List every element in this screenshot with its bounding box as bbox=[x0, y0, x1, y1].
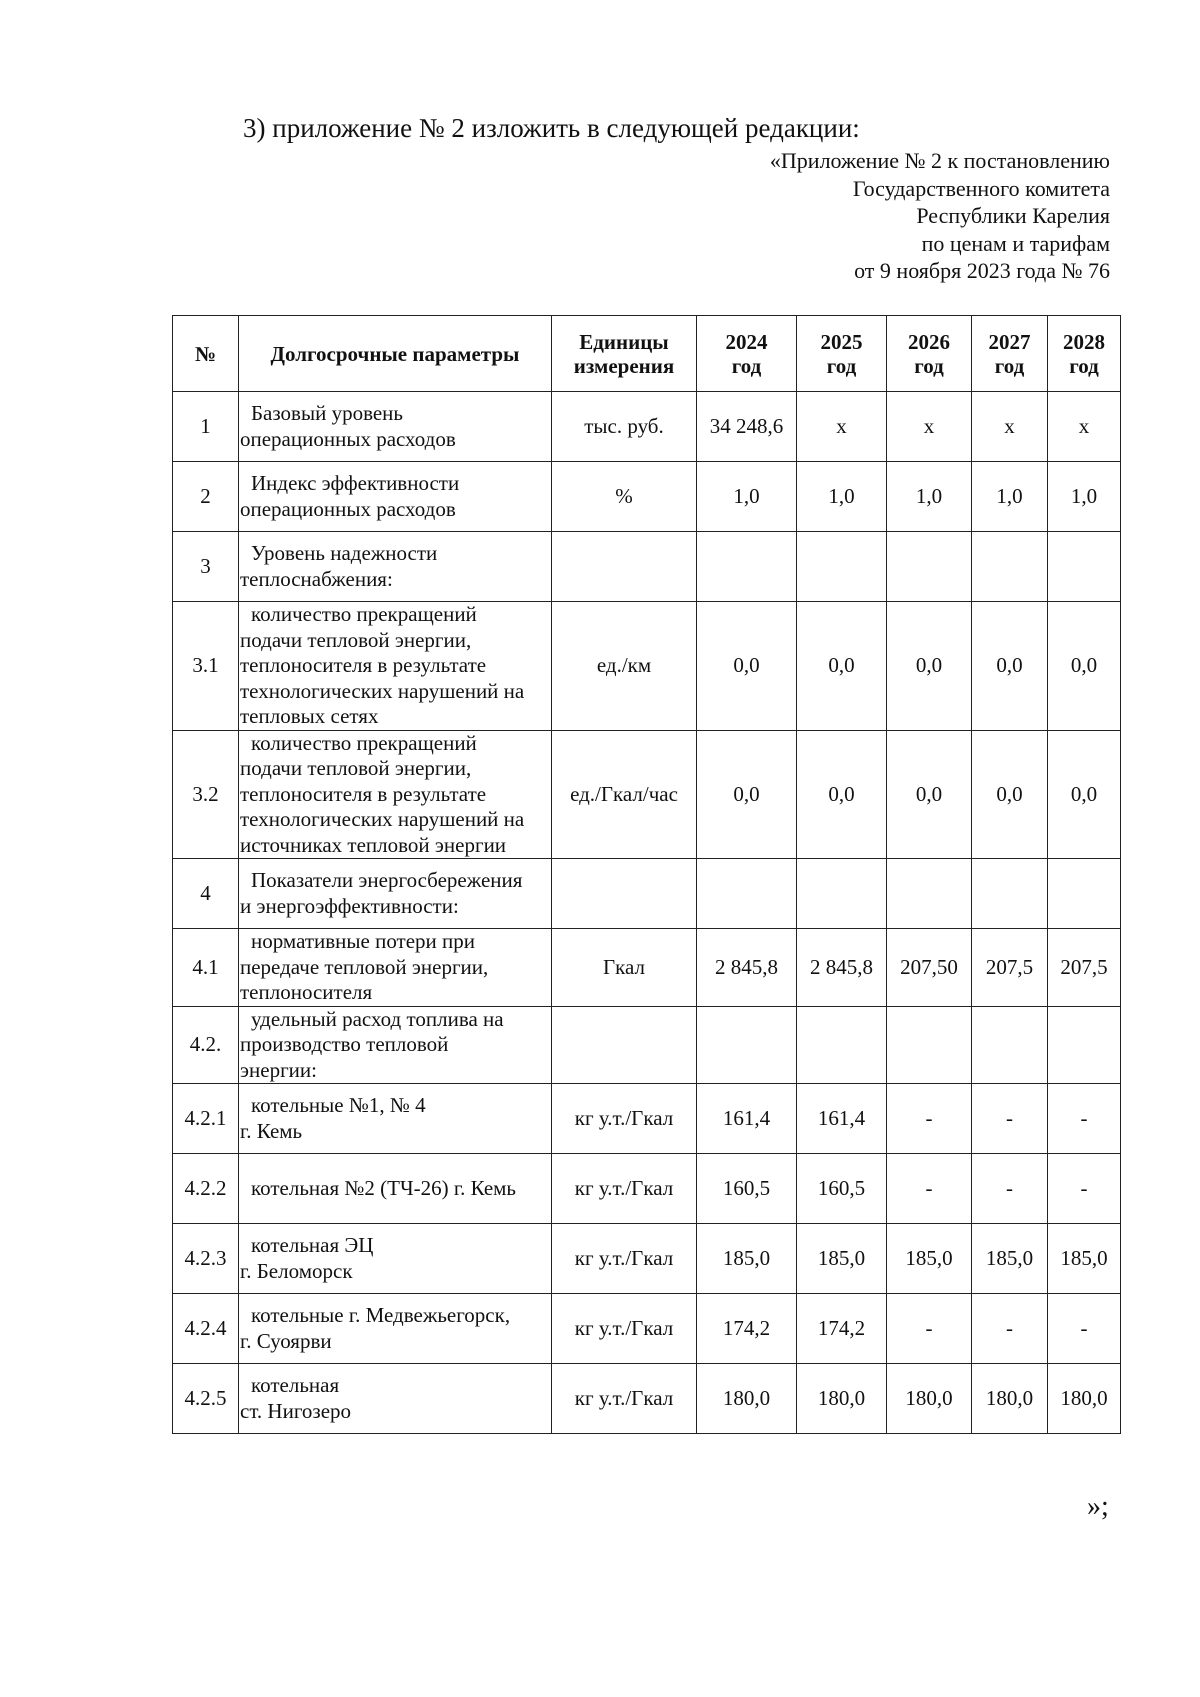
unit-cell: кг у.т./Гкал bbox=[552, 1224, 697, 1294]
value-2028-cell: - bbox=[1048, 1154, 1121, 1224]
value-2025-cell: 0,0 bbox=[797, 602, 887, 731]
row-number-cell: 2 bbox=[173, 462, 239, 532]
unit-cell: кг у.т./Гкал bbox=[552, 1154, 697, 1224]
value-2028-cell bbox=[1048, 1006, 1121, 1084]
row-number-cell: 1 bbox=[173, 392, 239, 462]
value-2025-cell: 174,2 bbox=[797, 1294, 887, 1364]
value-2027-cell: 0,0 bbox=[972, 602, 1048, 731]
row-number-cell: 4.2.4 bbox=[173, 1294, 239, 1364]
value-2028-cell: 207,5 bbox=[1048, 929, 1121, 1007]
unit-cell: кг у.т./Гкал bbox=[552, 1084, 697, 1154]
table-row bbox=[173, 929, 1121, 1007]
header-2024: 2024 год bbox=[697, 316, 797, 392]
attachment-header-line: от 9 ноября 2023 года № 76 bbox=[854, 258, 1110, 283]
value-2025-cell: 2 845,8 bbox=[797, 929, 887, 1007]
value-2024-cell: 174,2 bbox=[697, 1294, 797, 1364]
value-2026-cell: - bbox=[887, 1084, 972, 1154]
value-2026-cell: 180,0 bbox=[887, 1364, 972, 1434]
parameter-cell: нормативные потери при передаче тепловой энергии, теплоносителя bbox=[239, 929, 552, 1007]
unit-cell: ед./Гкал/час bbox=[552, 730, 697, 859]
row-number-cell: 4.2.3 bbox=[173, 1224, 239, 1294]
value-2027-cell bbox=[972, 859, 1048, 929]
value-2025-cell: 161,4 bbox=[797, 1084, 887, 1154]
table-row bbox=[173, 602, 1121, 731]
table-row bbox=[173, 462, 1121, 532]
value-2024-cell: 185,0 bbox=[697, 1224, 797, 1294]
value-2026-cell bbox=[887, 532, 972, 602]
closing-quote: »; bbox=[1087, 1491, 1109, 1522]
value-2026-cell: 0,0 bbox=[887, 602, 972, 731]
value-2026-cell: 0,0 bbox=[887, 730, 972, 859]
row-number-cell: 4.2.5 bbox=[173, 1364, 239, 1434]
header-2028: 2028 год bbox=[1048, 316, 1121, 392]
value-2026-cell: х bbox=[887, 392, 972, 462]
parameter-cell: котельная ЭЦ г. Беломорск bbox=[239, 1224, 552, 1294]
attachment-header-line: по ценам и тарифам bbox=[921, 230, 1110, 256]
table-row bbox=[173, 532, 1121, 602]
unit-cell bbox=[552, 1006, 697, 1084]
value-2025-cell bbox=[797, 859, 887, 929]
value-2027-cell bbox=[972, 1006, 1048, 1084]
unit-cell: % bbox=[552, 462, 697, 532]
value-2025-cell: 1,0 bbox=[797, 462, 887, 532]
header-units: Единицы измерения bbox=[552, 316, 697, 392]
table-body bbox=[173, 392, 1121, 1434]
value-2025-cell: 160,5 bbox=[797, 1154, 887, 1224]
parameter-cell: котельные №1, № 4 г. Кемь bbox=[239, 1084, 552, 1154]
value-2028-cell: - bbox=[1048, 1294, 1121, 1364]
value-2024-cell: 2 845,8 bbox=[697, 929, 797, 1007]
value-2028-cell: 185,0 bbox=[1048, 1224, 1121, 1294]
table-row bbox=[173, 1364, 1121, 1434]
table-row bbox=[173, 1084, 1121, 1154]
value-2024-cell: 34 248,6 bbox=[697, 392, 797, 462]
parameter-cell: удельный расход топлива на производство тепловой энергии: bbox=[239, 1006, 552, 1084]
parameter-cell: количество прекращений подачи тепловой энергии, теплоносителя в результате технологических нарушений на тепловых сетях bbox=[239, 602, 552, 731]
value-2027-cell: - bbox=[972, 1154, 1048, 1224]
value-2025-cell bbox=[797, 1006, 887, 1084]
value-2024-cell: 160,5 bbox=[697, 1154, 797, 1224]
attachment-header-line: «Приложение № 2 к постановлению bbox=[769, 148, 1110, 173]
table-header-row bbox=[173, 316, 1121, 392]
value-2025-cell bbox=[797, 532, 887, 602]
header-parameters: Долгосрочные параметры bbox=[239, 316, 552, 392]
table-row bbox=[173, 392, 1121, 462]
value-2028-cell: 1,0 bbox=[1048, 462, 1121, 532]
value-2027-cell: 0,0 bbox=[972, 730, 1048, 859]
table-header bbox=[173, 316, 1121, 392]
value-2024-cell bbox=[697, 532, 797, 602]
parameter-cell: котельная №2 (ТЧ-26) г. Кемь bbox=[239, 1154, 552, 1224]
table-row bbox=[173, 1006, 1121, 1084]
value-2027-cell bbox=[972, 532, 1048, 602]
value-2026-cell bbox=[887, 1006, 972, 1084]
table-row bbox=[173, 1154, 1121, 1224]
row-number-cell: 4.1 bbox=[173, 929, 239, 1007]
value-2026-cell: - bbox=[887, 1294, 972, 1364]
table-row bbox=[173, 730, 1121, 859]
table-row bbox=[173, 1224, 1121, 1294]
value-2027-cell: - bbox=[972, 1084, 1048, 1154]
value-2028-cell: х bbox=[1048, 392, 1121, 462]
unit-cell: Гкал bbox=[552, 929, 697, 1007]
header-number: № bbox=[173, 316, 239, 392]
value-2026-cell bbox=[887, 859, 972, 929]
parameter-cell: количество прекращений подачи тепловой энергии, теплоносителя в результате технологических нарушений на источниках тепловой энергии bbox=[239, 730, 552, 859]
long-term-parameters-table bbox=[172, 315, 1121, 1434]
value-2025-cell: х bbox=[797, 392, 887, 462]
row-number-cell: 4.2. bbox=[173, 1006, 239, 1084]
value-2024-cell: 180,0 bbox=[697, 1364, 797, 1434]
unit-cell: тыс. руб. bbox=[552, 392, 697, 462]
unit-cell: ед./км bbox=[552, 602, 697, 731]
row-number-cell: 4.2.1 bbox=[173, 1084, 239, 1154]
unit-cell bbox=[552, 532, 697, 602]
attachment-header bbox=[590, 147, 1110, 285]
value-2024-cell: 0,0 bbox=[697, 602, 797, 731]
value-2025-cell: 0,0 bbox=[797, 730, 887, 859]
value-2024-cell: 0,0 bbox=[697, 730, 797, 859]
header-2025: 2025 год bbox=[797, 316, 887, 392]
parameter-cell: Показатели энергосбережения и энергоэффективности: bbox=[239, 859, 552, 929]
value-2027-cell: - bbox=[972, 1294, 1048, 1364]
value-2026-cell: 1,0 bbox=[887, 462, 972, 532]
value-2027-cell: 180,0 bbox=[972, 1364, 1048, 1434]
value-2028-cell: 180,0 bbox=[1048, 1364, 1121, 1434]
value-2025-cell: 185,0 bbox=[797, 1224, 887, 1294]
unit-cell bbox=[552, 859, 697, 929]
row-number-cell: 4 bbox=[173, 859, 239, 929]
value-2026-cell: 207,50 bbox=[887, 929, 972, 1007]
value-2024-cell: 1,0 bbox=[697, 462, 797, 532]
parameter-cell: Базовый уровень операционных расходов bbox=[239, 392, 552, 462]
value-2024-cell bbox=[697, 859, 797, 929]
row-number-cell: 3 bbox=[173, 532, 239, 602]
value-2026-cell: 185,0 bbox=[887, 1224, 972, 1294]
attachment-header-line: Государственного комитета bbox=[852, 175, 1110, 201]
row-number-cell: 4.2.2 bbox=[173, 1154, 239, 1224]
value-2028-cell bbox=[1048, 859, 1121, 929]
value-2026-cell: - bbox=[887, 1154, 972, 1224]
row-number-cell: 3.2 bbox=[173, 730, 239, 859]
value-2027-cell: 185,0 bbox=[972, 1224, 1048, 1294]
parameter-cell: котельные г. Медвежьегорск, г. Суоярви bbox=[239, 1294, 552, 1364]
value-2028-cell: - bbox=[1048, 1084, 1121, 1154]
value-2024-cell bbox=[697, 1006, 797, 1084]
value-2024-cell: 161,4 bbox=[697, 1084, 797, 1154]
value-2027-cell: 1,0 bbox=[972, 462, 1048, 532]
value-2025-cell: 180,0 bbox=[797, 1364, 887, 1434]
unit-cell: кг у.т./Гкал bbox=[552, 1294, 697, 1364]
value-2028-cell: 0,0 bbox=[1048, 730, 1121, 859]
attachment-header-line: Республики Карелия bbox=[916, 203, 1110, 228]
parameter-cell: Индекс эффективности операционных расходов bbox=[239, 462, 552, 532]
unit-cell: кг у.т./Гкал bbox=[552, 1364, 697, 1434]
parameter-cell: Уровень надежности теплоснабжения: bbox=[239, 532, 552, 602]
table-row bbox=[173, 859, 1121, 929]
table-row bbox=[173, 1294, 1121, 1364]
intro-line: 3) приложение № 2 изложить в следующей редакции: bbox=[243, 113, 860, 143]
value-2028-cell: 0,0 bbox=[1048, 602, 1121, 731]
header-2027: 2027 год bbox=[972, 316, 1048, 392]
parameter-cell: котельная ст. Нигозеро bbox=[239, 1364, 552, 1434]
value-2028-cell bbox=[1048, 532, 1121, 602]
row-number-cell: 3.1 bbox=[173, 602, 239, 731]
header-2026: 2026 год bbox=[887, 316, 972, 392]
value-2027-cell: х bbox=[972, 392, 1048, 462]
value-2027-cell: 207,5 bbox=[972, 929, 1048, 1007]
